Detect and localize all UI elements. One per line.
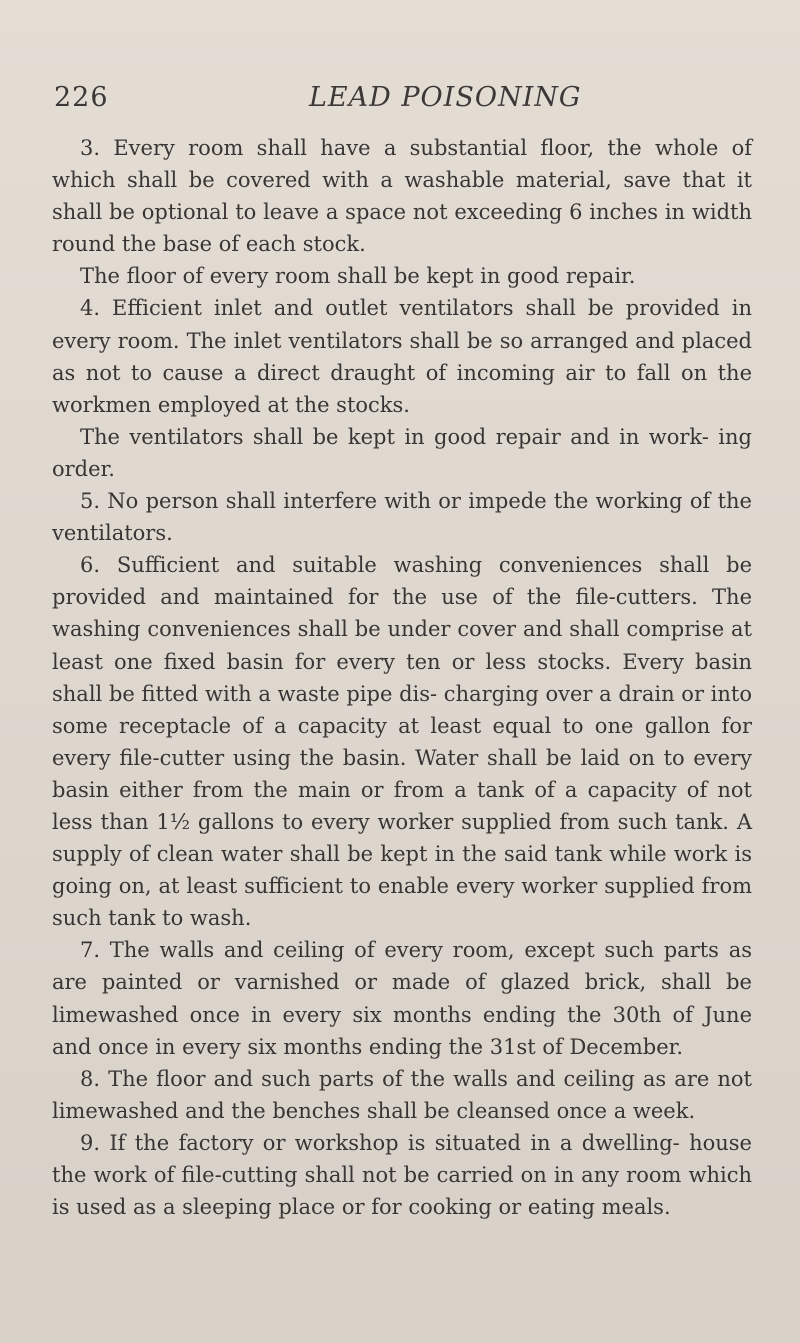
paragraph-4: 4. Efficient inlet and outlet ventilators shall be provided in every room. The inlet ventilators shall be so arranged and placed as not to cause a direct draught of incoming air to fall on the workmen employed at the stocks.	[52, 296, 752, 417]
paragraph-5: 5. No person shall interfere with or impede the working of the ventilators.	[52, 489, 752, 546]
body-text	[52, 132, 752, 1223]
paragraph-3-continued: The floor of every room shall be kept in good repair.	[80, 264, 636, 289]
paragraph-4-continued: The ventilators shall be kept in good repair and in work- ing order.	[52, 424, 752, 481]
paragraph-7: 7. The walls and ceiling of every room, except such parts as are painted or varnished or made of glazed brick, shall be limewashed once in every six months ending the 30th of June and once in every six months ending the 31st of December.	[52, 938, 752, 1059]
paragraph-8: 8. The floor and such parts of the walls and ceiling as are not limewashed and the benches shall be cleansed once a week.	[52, 1066, 752, 1123]
page-header	[54, 82, 744, 122]
running-head: LEAD POISONING	[309, 82, 582, 113]
paragraph-9: 9. If the factory or workshop is situated in a dwelling- house the work of file-cutting shall not be carried on in any room which is used as a sleeping place or for cooking or eating meals.	[52, 1130, 752, 1220]
paragraph-3: 3. Every room shall have a substantial floor, the whole of which shall be covered with a washable material, save that it shall be optional to leave a space not exceeding 6 inches in width round the base of each stock.	[52, 136, 752, 257]
page-number: 226	[54, 82, 109, 113]
paragraph-6: 6. Sufficient and suitable washing conveniences shall be provided and maintained for the use of the file-cutters. The washing conveniences shall be under cover and shall comprise at least one fixed basin for every ten or less stocks. Every basin shall be fitted with a waste pipe dis- charging over a drain or into some receptacle of a capacity at least equal to one gallon for every file-cutter using the basin. Water shall be laid on to every basin either from the main or from a tank of a capacity of not less than 1½ gallons to every worker supplied from such tank. A supply of clean water shall be kept in the said tank while work is going on, at least sufficient to enable every worker supplied from such tank to wash.	[52, 553, 752, 931]
